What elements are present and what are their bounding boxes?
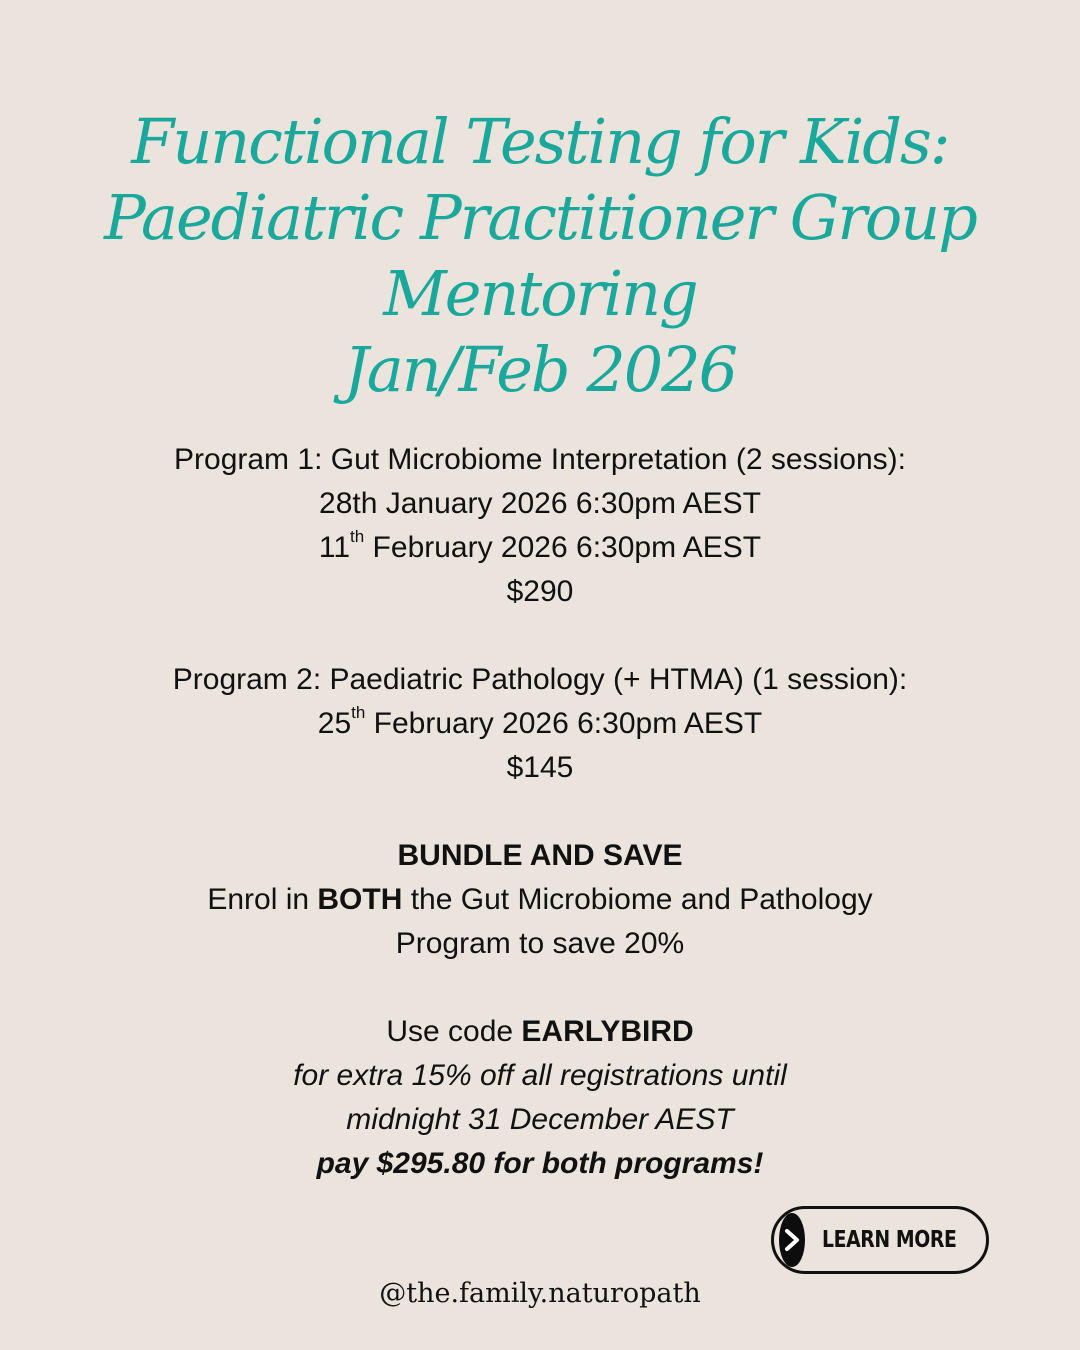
bundle-heading: BUNDLE AND SAVE — [397, 839, 683, 872]
program-1-date-2-day: 11 — [318, 531, 351, 564]
program-1-date-1: 28th January 2026 6:30pm AEST — [319, 487, 761, 520]
bundle-line-1-bold: BOTH — [317, 883, 403, 916]
program-2 — [0, 658, 1080, 790]
title-line-1: Functional Testing for Kids: — [131, 105, 949, 178]
social-handle: @the.family.naturopath — [379, 1278, 701, 1309]
program-2-date-suffix: th — [351, 703, 366, 722]
title-line-2: Paediatric Practitioner Group — [104, 181, 976, 254]
program-1-price: $290 — [506, 575, 574, 608]
program-2-date — [0, 702, 1080, 746]
program-1 — [0, 438, 1080, 614]
title-line-4: Jan/Feb 2026 — [343, 333, 737, 406]
program-1-date-2 — [0, 526, 1080, 570]
promo-line-3: midnight 31 December AEST — [346, 1103, 734, 1136]
program-2-date-rest: February 2026 6:30pm AEST — [365, 707, 763, 740]
program-2-heading: Program 2: Paediatric Pathology (+ HTMA) (1 session): — [172, 663, 908, 696]
learn-more-button[interactable] — [771, 1206, 989, 1274]
promo-line-1 — [0, 1010, 1080, 1054]
program-2-date-day: 25 — [317, 707, 352, 740]
title-line-3: Mentoring — [383, 257, 697, 330]
program-1-heading: Program 1: Gut Microbiome Interpretation (2 sessions): — [174, 443, 906, 476]
promo-line-2: for extra 15% off all registrations until — [293, 1059, 787, 1092]
promo-code: EARLYBIRD — [521, 1015, 694, 1048]
learn-more-label: LEARN MORE — [822, 1227, 957, 1253]
program-2-price: $145 — [506, 751, 574, 784]
promo-line-1-pre: Use code — [386, 1015, 522, 1048]
spacer — [0, 614, 1080, 658]
bundle-line-1 — [0, 878, 1080, 922]
chevron-right-icon — [779, 1213, 805, 1267]
bundle-section — [0, 834, 1080, 966]
bundle-line-2: Program to save 20% — [395, 927, 685, 960]
event-details — [0, 438, 1080, 1186]
program-1-date-2-rest: February 2026 6:30pm AEST — [364, 531, 762, 564]
program-1-date-2-suffix: th — [350, 527, 365, 546]
spacer — [0, 790, 1080, 834]
bundle-line-1-post: the Gut Microbiome and Pathology — [402, 883, 873, 916]
page-title — [0, 104, 1080, 408]
spacer — [0, 966, 1080, 1010]
promo-line-4: pay $295.80 for both programs! — [316, 1147, 764, 1180]
bundle-line-1-pre: Enrol in — [207, 883, 318, 916]
promo-section — [0, 1010, 1080, 1186]
